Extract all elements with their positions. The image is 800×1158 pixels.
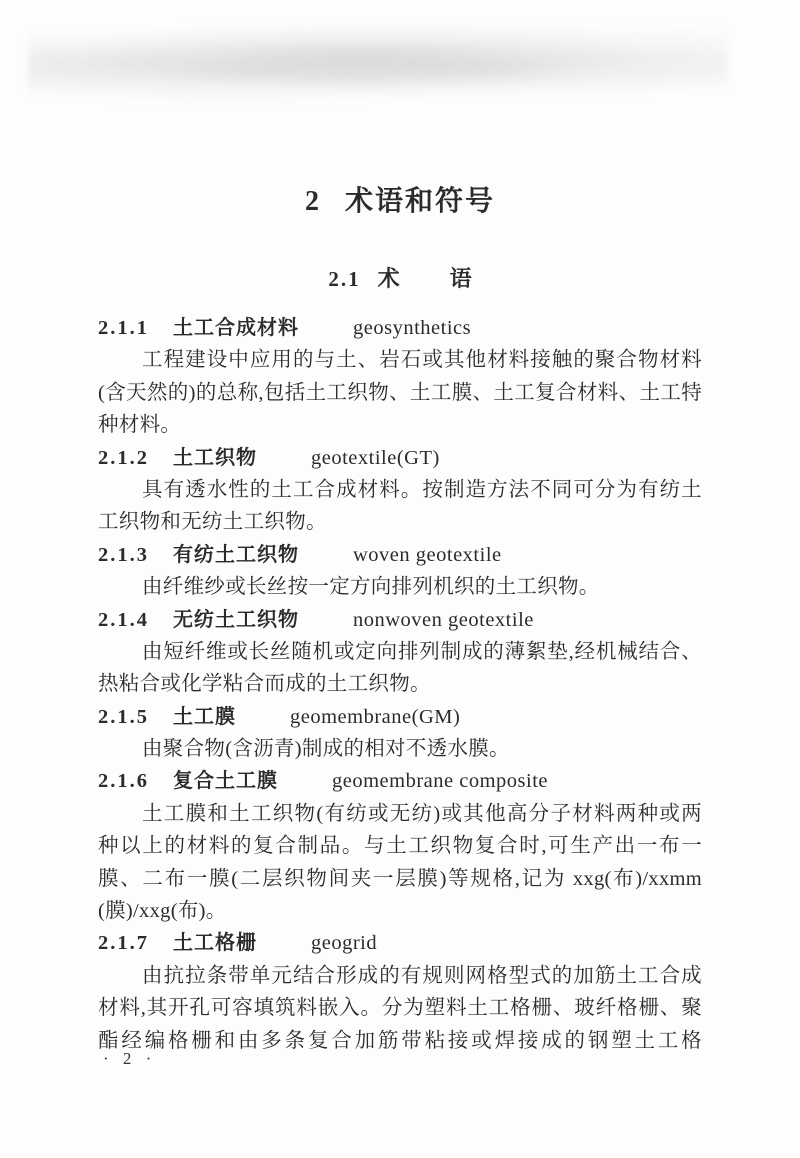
definition-line: (含天然的)的总称,包括土工织物、土工膜、土工复合材料、土工特 xyxy=(98,381,702,404)
definition-line: 种材料。 xyxy=(98,414,182,437)
term-heading xyxy=(98,312,702,344)
chapter-title xyxy=(0,179,800,219)
terms-section xyxy=(98,312,702,1057)
term-name-en: geomembrane composite xyxy=(332,770,549,793)
term-number: 2.1.5 xyxy=(98,705,149,728)
term-name-zh: 土工膜 xyxy=(173,705,236,728)
term-number: 2.1.6 xyxy=(98,770,149,793)
term-name-en: geosynthetics xyxy=(353,317,472,339)
definition-line: 热粘合或化学粘合而成的土工织物。 xyxy=(98,673,431,696)
term-number: 2.1.3 xyxy=(98,543,149,566)
definition-line: 膜、二布一膜(二层织物间夹一层膜)等规格,记为 xxg(布)/xxmm xyxy=(98,867,702,890)
definition-line: 由抗拉条带单元结合形成的有规则网格型式的加筋土工合成 xyxy=(142,964,702,987)
term-name-zh: 土工格栅 xyxy=(173,932,257,955)
page-number: · 2 · xyxy=(103,1049,157,1068)
term-heading xyxy=(98,927,702,959)
term-name-zh: 有纺土工织物 xyxy=(173,543,299,566)
term-name-zh: 无纺土工织物 xyxy=(173,608,299,631)
section-title-char-1: 术 xyxy=(377,266,400,291)
definition-line: 酯经编格栅和由多条复合加筋带粘接或焊接成的钢塑土工格 xyxy=(98,1029,702,1052)
term-name-zh: 土工合成材料 xyxy=(173,317,299,339)
chapter-title-text: 术语和符号 xyxy=(344,185,495,216)
definition-line: 工程建设中应用的与土、岩石或其他材料接触的聚合物材料 xyxy=(142,349,702,372)
term-number: 2.1.2 xyxy=(98,446,149,469)
term-name-en: woven geotextile xyxy=(353,543,502,566)
term-name-en: geomembrane(GM) xyxy=(290,705,461,728)
term-name-zh: 土工织物 xyxy=(173,446,257,469)
section-number: 2.1 xyxy=(328,267,361,291)
term-heading xyxy=(98,539,702,571)
term-name-en: geogrid xyxy=(311,932,378,955)
term-heading xyxy=(98,442,702,474)
definition-line: 由聚合物(含沥青)制成的相对不透水膜。 xyxy=(142,738,510,761)
definition-line: 种以上的材料的复合制品。与土工织物复合时,可生产出一布一 xyxy=(98,835,702,858)
section-title xyxy=(0,262,800,293)
definition-line: 由纤维纱或长丝按一定方向排列机织的土工织物。 xyxy=(142,576,600,599)
definition-line: 由短纤维或长丝随机或定向排列制成的薄絮垫,经机械结合、 xyxy=(142,640,702,663)
definition-line: 工织物和无纺土工织物。 xyxy=(98,511,327,534)
definition-line: 土工膜和土工织物(有纺或无纺)或其他高分子材料两种或两 xyxy=(142,802,702,825)
term-number: 2.1.7 xyxy=(98,932,149,955)
scan-showthrough-artifact xyxy=(28,26,728,104)
term-number: 2.1.1 xyxy=(98,317,149,339)
chapter-number: 2 xyxy=(304,186,320,217)
section-title-char-2: 语 xyxy=(449,266,472,291)
definition-line: (膜)/xxg(布)。 xyxy=(98,900,227,923)
term-name-en: geotextile(GT) xyxy=(311,446,440,469)
term-heading xyxy=(98,604,702,636)
term-heading xyxy=(98,701,702,733)
term-heading xyxy=(98,765,702,797)
definition-line: 具有透水性的土工合成材料。按制造方法不同可分为有纺土 xyxy=(142,478,702,501)
term-number: 2.1.4 xyxy=(98,608,149,631)
definition-line: 材料,其开孔可容填筑料嵌入。分为塑料土工格栅、玻纤格栅、聚 xyxy=(98,997,702,1020)
term-name-zh: 复合土工膜 xyxy=(173,770,278,793)
term-name-en: nonwoven geotextile xyxy=(353,608,534,631)
